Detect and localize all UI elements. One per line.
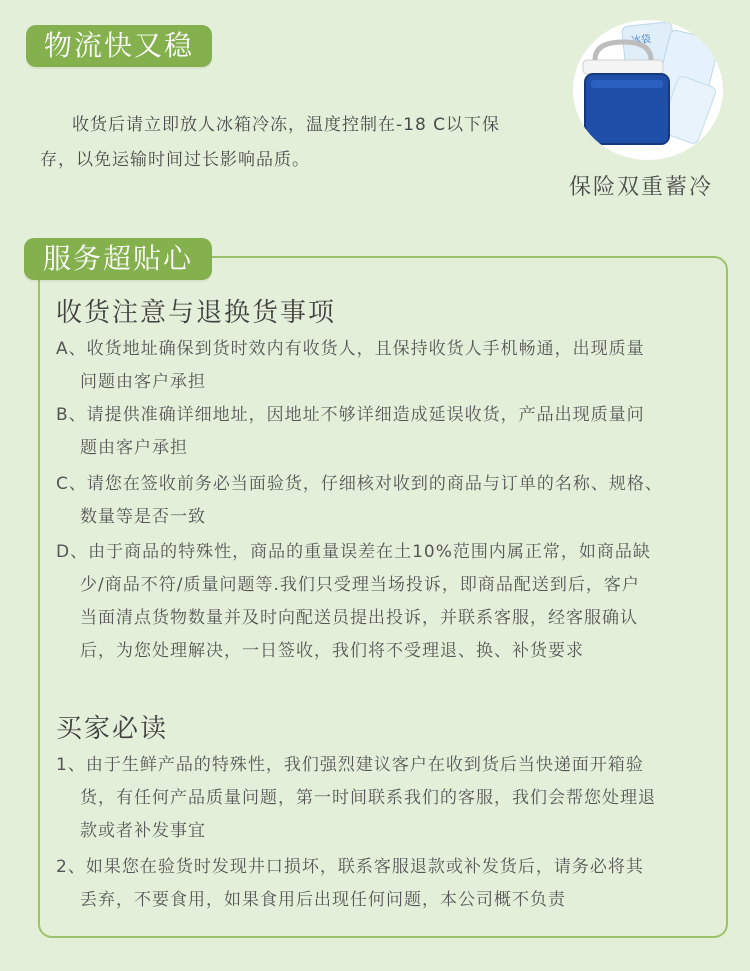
returns-item-b: B、请提供准确详细地址，因地址不够详细造成延误收货，产品出现质量问 题由客户承担	[56, 405, 645, 458]
buyer-title: 买家必读	[56, 714, 169, 744]
returns-title: 收货注意与退换货事项	[56, 298, 337, 328]
cooler-photo	[573, 20, 723, 160]
returns-item-a: A、收货地址确保到货时效内有收货人，且保持收货人手机畅通，出现质量 问题由客户承担	[56, 339, 645, 392]
ice-pack-label: 冰袋	[630, 33, 652, 47]
cooler-illustration	[573, 20, 723, 160]
returns-item-c: C、请您在签收前务必当面验货，仔细核对收到的商品与订单的名称、规格、 数量等是否一致	[56, 474, 663, 527]
buyer-item-2: 2、如果您在验货时发现井口损坏，联系客服退款或补发货后，请务必将其 丢弃，不要食用，如果食用后出现任何问题，本公司概不负责	[56, 857, 644, 910]
buyer-item-1: 1、由于生鲜产品的特殊性，我们强烈建议客户在收到货后当快递面开箱验 货，有任何产品质量问题，第一时间联系我们的客服，我们会帮您处理退 款或者补发事宜	[56, 755, 656, 841]
logistics-tag: 物流快又稳	[26, 25, 212, 67]
service-tag: 服务超贴心	[24, 238, 212, 280]
cooler-caption: 保险双重蓄冷	[569, 175, 714, 200]
returns-item-d: D、由于商品的特殊性，商品的重量误差在土10%范围内属正常，如商品缺 少/商品不符/质量问题等.我们只受理当场投诉，即商品配送到后，客户 当面清点货物数量并及时向配送员提出投诉，并联系客服，经客服确认 后，为您处理解决，一日签收，我们将不受理退、换、补货要求	[56, 542, 651, 661]
logistics-description: 收货后请立即放人冰箱冷冻，温度控制在-18 C以下保存，以免运输时间过长影响品质。	[40, 115, 501, 170]
